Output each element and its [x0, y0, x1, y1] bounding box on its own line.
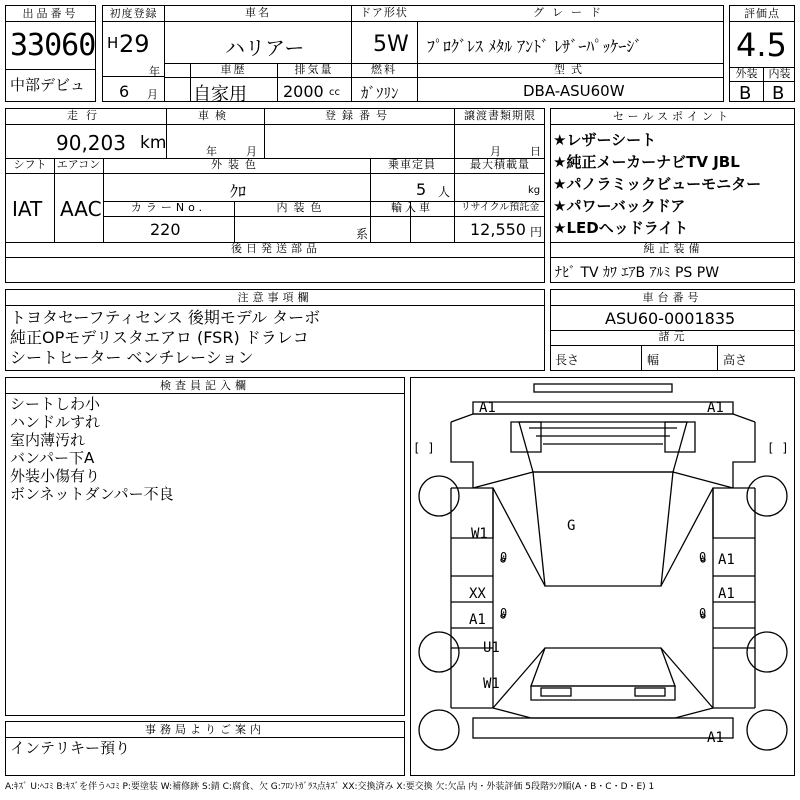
capacity-label: 乗車定員 [388, 158, 436, 171]
note-line: シートヒーター ベンチレーション [10, 348, 254, 367]
damage-mark: W1 [471, 526, 488, 542]
door-label: ドア形状 [360, 6, 408, 19]
note-line: 純正OPモデリスタエアロ (FSR) ドラレコ [10, 328, 309, 347]
inspection-year-unit: 年 [206, 145, 217, 158]
reg-month: 6 [119, 82, 130, 101]
office-box [5, 721, 405, 776]
lot-box [5, 5, 96, 102]
selling-point: ★LEDヘッドライト [553, 219, 689, 237]
note-line: トヨタセーフティセンス 後期モデル ターボ [10, 308, 321, 327]
selling-point: ★レザーシート [553, 131, 657, 149]
damage-mark: A1 [469, 612, 486, 628]
chassis-box [550, 289, 795, 371]
capacity-unit: 人 [438, 185, 451, 199]
shift: IAT [12, 197, 43, 221]
bracket-right: [ ] [767, 441, 789, 455]
mileage-label: 走行 [67, 109, 105, 122]
grade-label: グレード [533, 6, 609, 19]
model-label: 型式 [554, 63, 588, 76]
score-label: 評価点 [730, 6, 794, 22]
transfer-day-unit: 日 [530, 145, 541, 158]
capacity: 5 [416, 180, 427, 199]
shift-label: シフト [13, 158, 47, 171]
damage-mark: A1 [707, 730, 724, 746]
inspector-label: 検査員記入欄 [6, 378, 404, 394]
selling-points-label: セールスポイント [551, 109, 794, 125]
reg-year: 29 [119, 30, 150, 58]
debut-label: 中部デビュ [10, 76, 86, 94]
interior-label: 内装 [768, 67, 791, 80]
selling-points-box [550, 108, 795, 283]
equipment: ﾅﾋﾞ TV ｶﾜ ｴｱB ｱﾙﾐ PS PW [555, 265, 720, 281]
first-reg-label: 初度登録 [103, 6, 164, 22]
yen-unit: 円 [530, 225, 543, 239]
spec-length-label: 長さ [555, 353, 580, 367]
history-label: 車歴 [220, 63, 247, 76]
first-registration-box [102, 5, 165, 102]
interior-grade: B [772, 83, 785, 104]
ac: AAC [60, 197, 102, 221]
grade: ﾌﾟﾛｸﾞﾚｽ ﾒﾀﾙ ｱﾝﾄﾞ ﾚｻﾞｰﾊﾟｯｹｰｼﾞ [427, 37, 643, 56]
chassis-number: ASU60-0001835 [605, 309, 736, 328]
ext-color-label: 外装色 [211, 158, 262, 171]
score: 4.5 [736, 26, 787, 64]
damage-diagram [410, 377, 795, 776]
lot-label: 出品番号 [6, 6, 95, 22]
ac-label: エアコン [56, 158, 101, 171]
legend: A:ｷｽﾞ U:ﾍｺﾐ B:ｷｽﾞを伴うﾍｺﾐ P:要塗装 W:補修跡 S:錆 C:腐食、欠 G:ﾌﾛﾝﾄｶﾞﾗｽ点ｷｽﾞ XX:交換済み X:要交換 欠:欠品 内・外装評価 5段階ﾗﾝｸ順(A・B・C・D・E) 1 [5, 782, 655, 792]
car-info-box [164, 5, 724, 105]
km-unit: km [140, 133, 167, 153]
cc-unit: cc [329, 87, 340, 98]
inspector-line: 外装小傷有り [10, 467, 101, 485]
spec-width-label: 幅 [647, 353, 660, 367]
notes-label: 注意事項欄 [6, 290, 544, 306]
lot-number: 33060 [10, 28, 96, 63]
color-no: 220 [150, 220, 181, 239]
displacement: 2000 [283, 82, 324, 101]
fuel: ｶﾞｿﾘﾝ [361, 84, 399, 102]
inspector-box [5, 377, 405, 716]
int-color-label: 内装色 [276, 201, 328, 214]
inspector-line: 室内薄汚れ [10, 431, 86, 449]
damage-mark: A1 [718, 552, 735, 568]
car-outline [411, 378, 796, 777]
damage-mark: W1 [483, 676, 500, 692]
car-name: ハリアー [225, 36, 305, 60]
damage-mark: G [567, 518, 576, 534]
year-unit: 年 [149, 65, 160, 78]
selling-point: ★純正メーカーナビTV JBL [553, 153, 740, 171]
selling-point: ★パノラミックビューモニター [553, 175, 762, 193]
dent-zero: 0 [500, 550, 508, 564]
inspector-line: バンパー下A [10, 449, 95, 467]
exterior-label: 外装 [735, 67, 758, 80]
model: DBA-ASU60W [523, 82, 625, 100]
month-unit: 月 [147, 88, 158, 101]
load-unit: kg [528, 185, 541, 196]
specs-label: 諸元 [658, 330, 689, 343]
equipment-label: 純正装備 [643, 242, 704, 255]
load-label: 最大積載量 [470, 158, 530, 171]
history: 自家用 [193, 84, 247, 105]
office-line: インテリキー預り [10, 739, 131, 757]
inspector-line: シートしわ小 [10, 395, 101, 413]
dent-zero: 0 [699, 550, 707, 564]
notes-box [5, 289, 545, 371]
damage-mark: A1 [707, 400, 724, 416]
recycle-label: リサイクル預託金 [460, 202, 540, 213]
color-no-label: カラーNo. [130, 201, 207, 214]
era: H [107, 34, 119, 52]
dent-zero: 0 [699, 606, 707, 620]
later-parts-label: 後日発送部品 [231, 242, 321, 255]
chassis-label: 車台番号 [551, 290, 794, 306]
damage-mark: A1 [479, 400, 496, 416]
damage-mark: A1 [718, 586, 735, 602]
office-label: 事務局よりご案内 [6, 722, 404, 738]
ext-color: ｸﾛ [230, 182, 247, 201]
transfer-label: 譲渡書類期限 [464, 109, 536, 122]
transfer-month-unit: 月 [490, 145, 501, 158]
detail-box [5, 108, 545, 283]
exterior-grade: B [739, 83, 752, 104]
mileage: 90,203 [56, 131, 126, 155]
inspector-line: ハンドルすれ [10, 413, 101, 431]
selling-point: ★パワーバックドア [553, 197, 686, 215]
displacement-label: 排気量 [294, 63, 334, 76]
bracket-left: [ ] [413, 441, 435, 455]
damage-mark: U1 [483, 640, 500, 656]
dent-zero: 0 [500, 606, 508, 620]
inspection-month-unit: 月 [246, 145, 257, 158]
inspection-label: 車検 [198, 109, 232, 122]
inspector-line: ボンネットダンパー不良 [10, 485, 174, 503]
fuel-label: 燃料 [371, 63, 397, 76]
damage-mark: XX [469, 586, 486, 602]
plate-label: 登録番号 [325, 109, 393, 122]
import-label: 輸入車 [391, 201, 433, 214]
recycle-fee: 12,550 [470, 220, 526, 239]
score-box [729, 5, 795, 102]
spec-height-label: 高さ [723, 353, 748, 367]
door-type: 5W [373, 32, 409, 57]
int-color-unit: 系 [356, 227, 369, 241]
car-name-label: 車名 [245, 6, 271, 19]
